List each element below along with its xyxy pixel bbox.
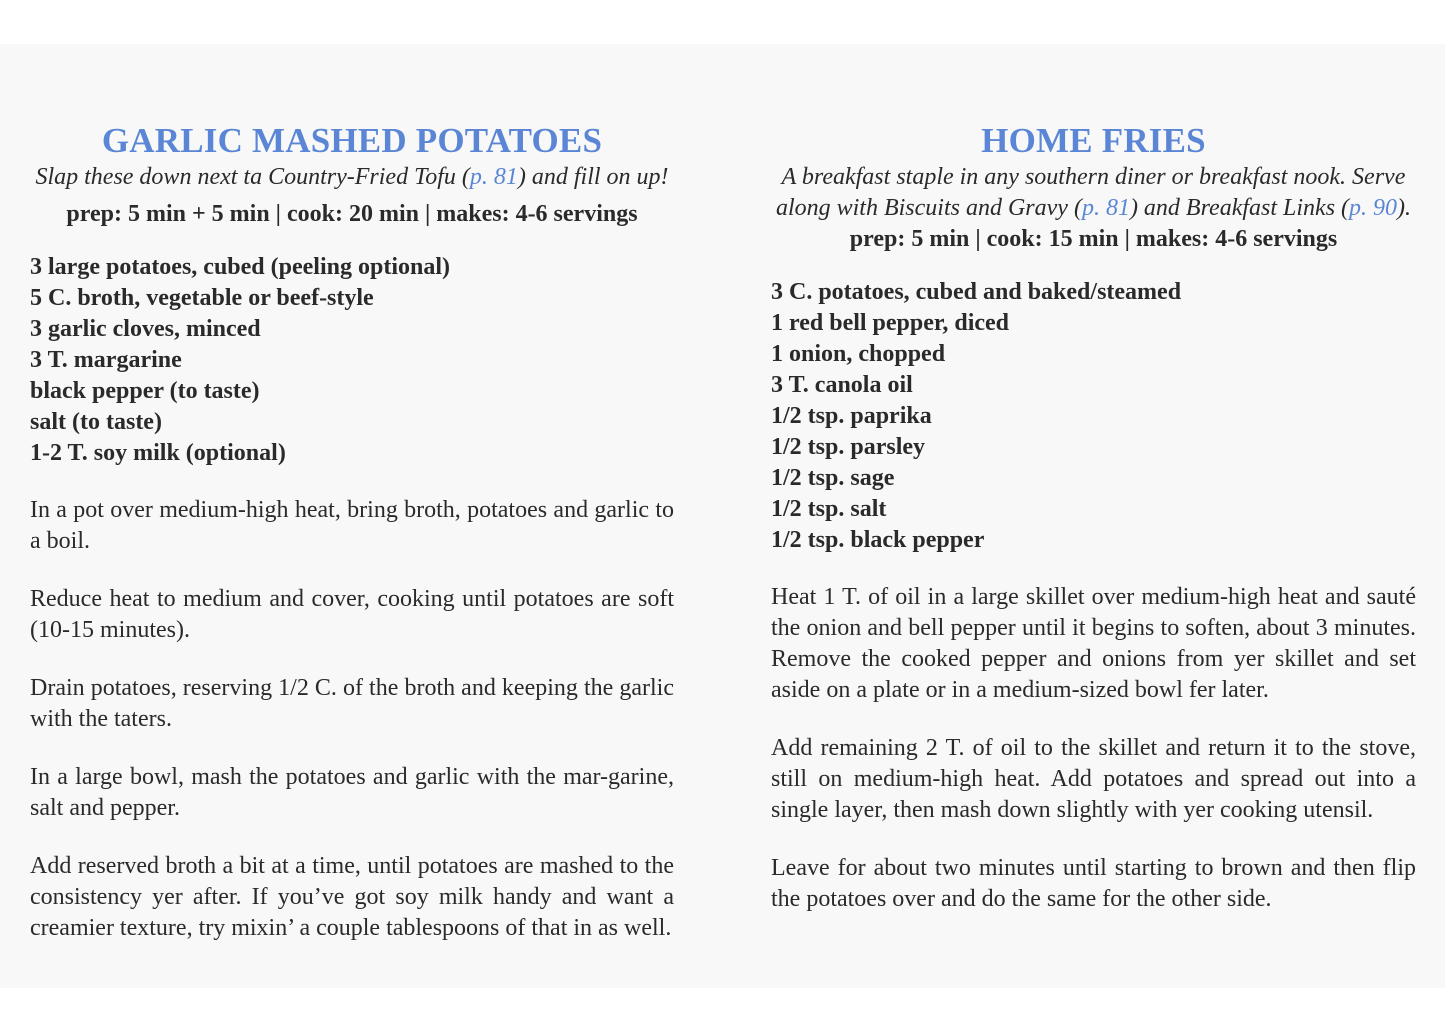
ingredient-item: 5 C. broth, vegetable or beef-style	[30, 285, 374, 311]
recipe-meta: prep: 5 min + 5 min | cook: 20 min | makes: 4-6 servings	[66, 201, 638, 227]
ingredient-item: 1/2 tsp. salt	[771, 496, 887, 522]
instruction-step: Reduce heat to medium and cover, cooking until potatoes are soft (10-15 minutes).	[30, 586, 674, 643]
ingredient-item: salt (to taste)	[30, 409, 162, 435]
recipe-title: HOME FRIES	[981, 121, 1206, 160]
ingredient-list	[771, 277, 1416, 556]
instruction-step: Heat 1 T. of oil in a large skillet over medium-high heat and sauté the onion and bell pepper until it begins to soften, about 3 minutes. Remove the cooked pepper and onions from yer skillet and set aside on a plate or in a medium-sized bowl fer later.	[771, 584, 1416, 703]
ingredient-item: black pepper (to taste)	[30, 378, 260, 404]
ingredient-item: 1 onion, chopped	[771, 341, 946, 367]
instruction-step: In a pot over medium-high heat, bring broth, potatoes and garlic to a boil.	[30, 497, 674, 554]
intro-text: ) and fill on up!	[517, 164, 669, 190]
ingredient-item: 3 large potatoes, cubed (peeling optional)	[30, 254, 450, 280]
instruction-step: Add reserved broth a bit at a time, until potatoes are mashed to the consistency yer after. If you’ve got soy milk handy and want a creamier texture, try mixin’ a couple tablespoons of that in as well.	[30, 853, 674, 941]
recipe-intro	[30, 162, 674, 193]
page-reference-link[interactable]: p. 90	[1349, 195, 1398, 221]
ingredient-item: 3 C. potatoes, cubed and baked/steamed	[771, 279, 1182, 305]
cookbook-spread	[0, 44, 1445, 988]
recipe-intro	[771, 162, 1416, 224]
recipe-home-fries	[771, 120, 1416, 942]
intro-text: ) and Breakfast Links (	[1129, 195, 1350, 221]
intro-text: Slap these down next ta Country-Fried Tofu (	[35, 164, 470, 190]
ingredient-item: 1/2 tsp. parsley	[771, 434, 926, 460]
ingredient-list	[30, 252, 674, 469]
ingredient-item: 3 garlic cloves, minced	[30, 316, 261, 342]
ingredient-item: 1/2 tsp. paprika	[771, 403, 932, 429]
recipe-garlic-mashed-potatoes	[30, 120, 674, 971]
ingredient-item: 1-2 T. soy milk (optional)	[30, 440, 286, 466]
ingredient-item: 1 red bell pepper, diced	[771, 310, 1010, 336]
page-reference-link[interactable]: p. 81	[1081, 195, 1130, 221]
ingredient-item: 1/2 tsp. sage	[771, 465, 895, 491]
instruction-step: In a large bowl, mash the potatoes and garlic with the mar-garine, salt and pepper.	[30, 764, 674, 821]
ingredient-item: 1/2 tsp. black pepper	[771, 527, 985, 553]
ingredient-item: 3 T. canola oil	[771, 372, 913, 398]
instruction-step: Drain potatoes, reserving 1/2 C. of the broth and keeping the garlic with the taters.	[30, 675, 674, 732]
intro-text: ).	[1397, 195, 1412, 221]
page-reference-link[interactable]: p. 81	[469, 164, 518, 190]
ingredient-item: 3 T. margarine	[30, 347, 182, 373]
recipe-meta: prep: 5 min | cook: 15 min | makes: 4-6 servings	[849, 226, 1338, 252]
instruction-step: Leave for about two minutes until starting to brown and then flip the potatoes over and do the same for the other side.	[771, 855, 1416, 912]
instruction-step: Add remaining 2 T. of oil to the skillet and return it to the stove, still on medium-high heat. Add potatoes and spread out into a single layer, then mash down slightly with yer cooking utensil.	[771, 735, 1416, 823]
intro-text: A breakfast staple in any southern diner or breakfast nook. Serve along with Biscuits and Gravy (	[775, 164, 1406, 221]
recipe-title: GARLIC MASHED POTATOES	[101, 121, 603, 160]
